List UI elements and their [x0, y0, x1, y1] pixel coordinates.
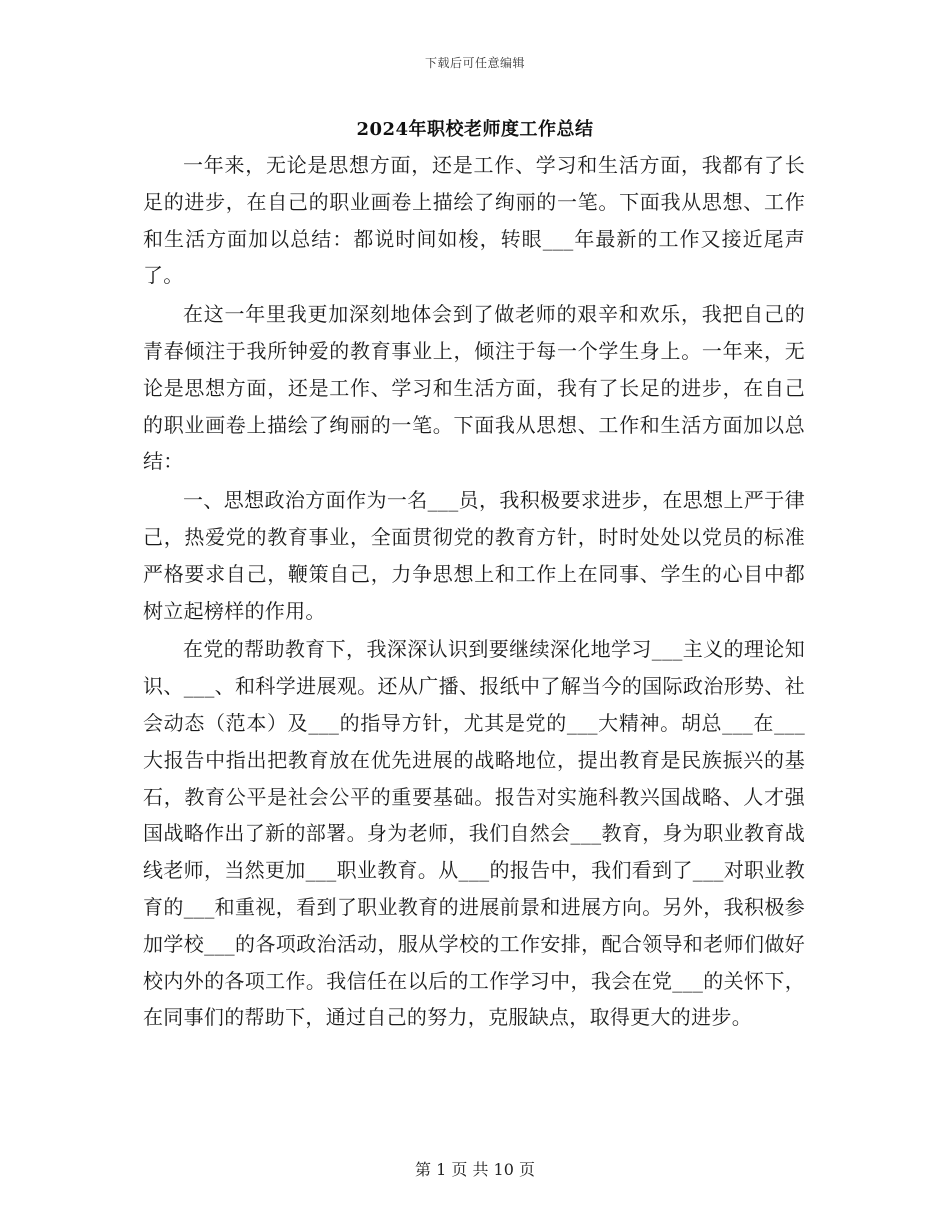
paragraph-1: 一年来，无论是思想方面，还是工作、学习和生活方面，我都有了长足的进步，在自己的职业画卷上描绘了绚丽的一笔。下面我从思想、工作和生活方面加以总结：都说时间如梭，转眼___年最新的工作又接近尾声了。: [143, 153, 805, 288]
page-footer: 第 1 页 共 10 页: [415, 1160, 535, 1179]
paragraph-4: 在党的帮助教育下，我深深认识到要继续深化地学习___主义的理论知识、___、和科学进展观。还从广播、报纸中了解当今的国际政治形势、社会动态（范本）及___的指导方针，尤其是党的___大精神。胡总___在___大报告中指出把教育放在优先进展的战略地位，提出教育是民族振兴的基石，教育公平是社会公平的重要基础。报告对实施科教兴国战略、人才强国战略作出了新的部署。身为老师，我们自然会___教育，身为职业教育战线老师，当然更加___职业教育。从___的报告中，我们看到了___对职业教育的___和重视，看到了职业教育的进展前景和进展方向。另外，我积极参加学校___的各项政治活动，服从学校的工作安排，配合领导和老师们做好校内外的各项工作。我信任在以后的工作学习中，我会在党___的关怀下，在同事们的帮助下，通过自己的努力，克服缺点，取得更大的进步。: [143, 637, 805, 1030]
header-note: 下载后可任意编辑: [424, 56, 525, 70]
document-title: 2024年职校老师度工作总结: [356, 119, 594, 140]
document-body: [143, 147, 805, 1036]
paragraph-2: 在这一年里我更加深刻地体会到了做老师的艰辛和欢乐，我把自己的青春倾注于我所钟爱的教育事业上，倾注于每一个学生身上。一年来，无论是思想方面，还是工作、学习和生活方面，我有了长足的进步，在自己的职业画卷上描绘了绚丽的一笔。下面我从思想、工作和生活方面加以总结：: [143, 302, 805, 474]
paragraph-3: 一、思想政治方面作为一名___员，我积极要求进步，在思想上严于律己，热爱党的教育事业，全面贯彻党的教育方针，时时处处以党员的标准严格要求自己，鞭策自己，力争思想上和工作上在同事、学生的心目中都树立起榜样的作用。: [143, 488, 805, 623]
